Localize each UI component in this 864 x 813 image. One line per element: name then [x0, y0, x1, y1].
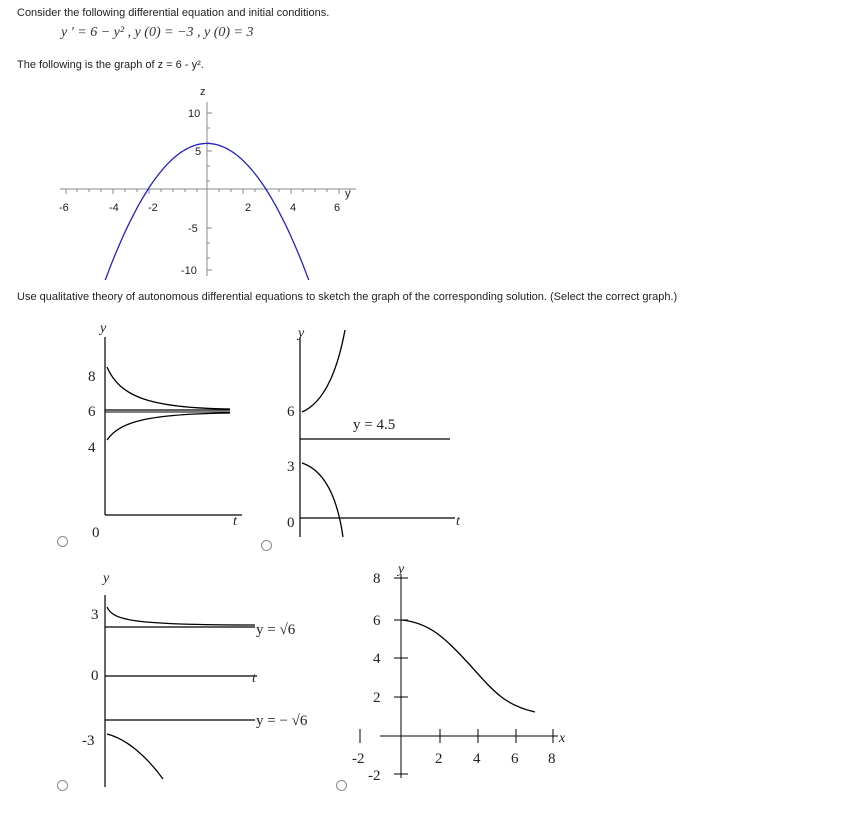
- z-axis-label: z: [200, 86, 206, 98]
- option-b-graph[interactable]: [275, 315, 475, 545]
- option-d-x-tick: 8: [548, 751, 556, 767]
- x-tick-label: 6: [334, 202, 341, 214]
- x-tick-label: -2: [148, 202, 158, 214]
- option-a-graph[interactable]: [70, 315, 260, 550]
- z-tick-label: 5: [195, 146, 202, 158]
- x-tick-label: -6: [59, 202, 69, 214]
- option-d-x-tick: 6: [511, 751, 519, 767]
- option-d-x-tick: -2: [352, 751, 365, 767]
- option-d-x-label: x: [559, 731, 566, 746]
- z-axis-ticks: [207, 113, 212, 270]
- option-c-tick: -3: [82, 733, 95, 749]
- option-c-tick: 3: [91, 607, 99, 623]
- option-d-x-tick: 2: [435, 751, 443, 767]
- option-c-t-label: t: [252, 671, 256, 686]
- option-d-y-tick: 8: [373, 571, 381, 587]
- option-a-t-label: t: [233, 514, 237, 529]
- option-a-tick: 0: [92, 525, 100, 541]
- option-d-graph[interactable]: [340, 560, 580, 790]
- option-c-graph[interactable]: [75, 565, 335, 790]
- z-tick-label: 10: [188, 108, 201, 120]
- option-b-radio[interactable]: [261, 540, 272, 551]
- option-a-y-label: y: [100, 321, 107, 336]
- option-b-y-label: y: [298, 326, 305, 341]
- y-axis-ticks: [66, 189, 350, 194]
- option-d-y-tick: -2: [368, 768, 381, 784]
- option-b-tick: 6: [287, 404, 295, 420]
- z-tick-label: -5: [188, 223, 198, 235]
- z-tick-label: -10: [181, 265, 197, 277]
- instruction: Use qualitative theory of autonomous differential equations to sketch the graph of the corresponding solution. (Select the correct graph.): [17, 291, 678, 303]
- equation: y ′ = 6 − y² , y (0) = −3 , y (0) = 3: [61, 25, 254, 40]
- option-d-x-tick: 4: [473, 751, 481, 767]
- question-intro: Consider the following differential equation and initial conditions.: [17, 7, 330, 19]
- option-c-annotation: y = √6: [256, 622, 296, 638]
- option-b-tick: 3: [287, 459, 295, 475]
- option-b-annotation: y = 4.5: [353, 417, 396, 433]
- option-c-tick: 0: [91, 668, 99, 684]
- option-a-radio[interactable]: [57, 536, 68, 547]
- x-tick-label: 2: [245, 202, 252, 214]
- x-tick-label: -4: [109, 202, 119, 214]
- option-b-t-label: t: [456, 514, 460, 529]
- option-c-annotation: y = − √6: [256, 713, 308, 729]
- option-b-tick: 0: [287, 515, 295, 531]
- option-a-tick: 6: [88, 404, 96, 420]
- option-c-radio[interactable]: [57, 780, 68, 791]
- graph-intro: The following is the graph of z = 6 - y².: [17, 59, 204, 71]
- option-d-y-label: y: [398, 562, 405, 577]
- z-graph: [50, 80, 370, 280]
- x-tick-label: 4: [290, 202, 297, 214]
- y-axis-label: y: [345, 188, 351, 200]
- option-a-tick: 4: [88, 440, 96, 456]
- option-d-y-tick: 6: [373, 613, 381, 629]
- option-a-tick: 8: [88, 369, 96, 385]
- option-d-y-tick: 2: [373, 690, 381, 706]
- option-d-y-tick: 4: [373, 651, 381, 667]
- option-c-y-label: y: [103, 571, 110, 586]
